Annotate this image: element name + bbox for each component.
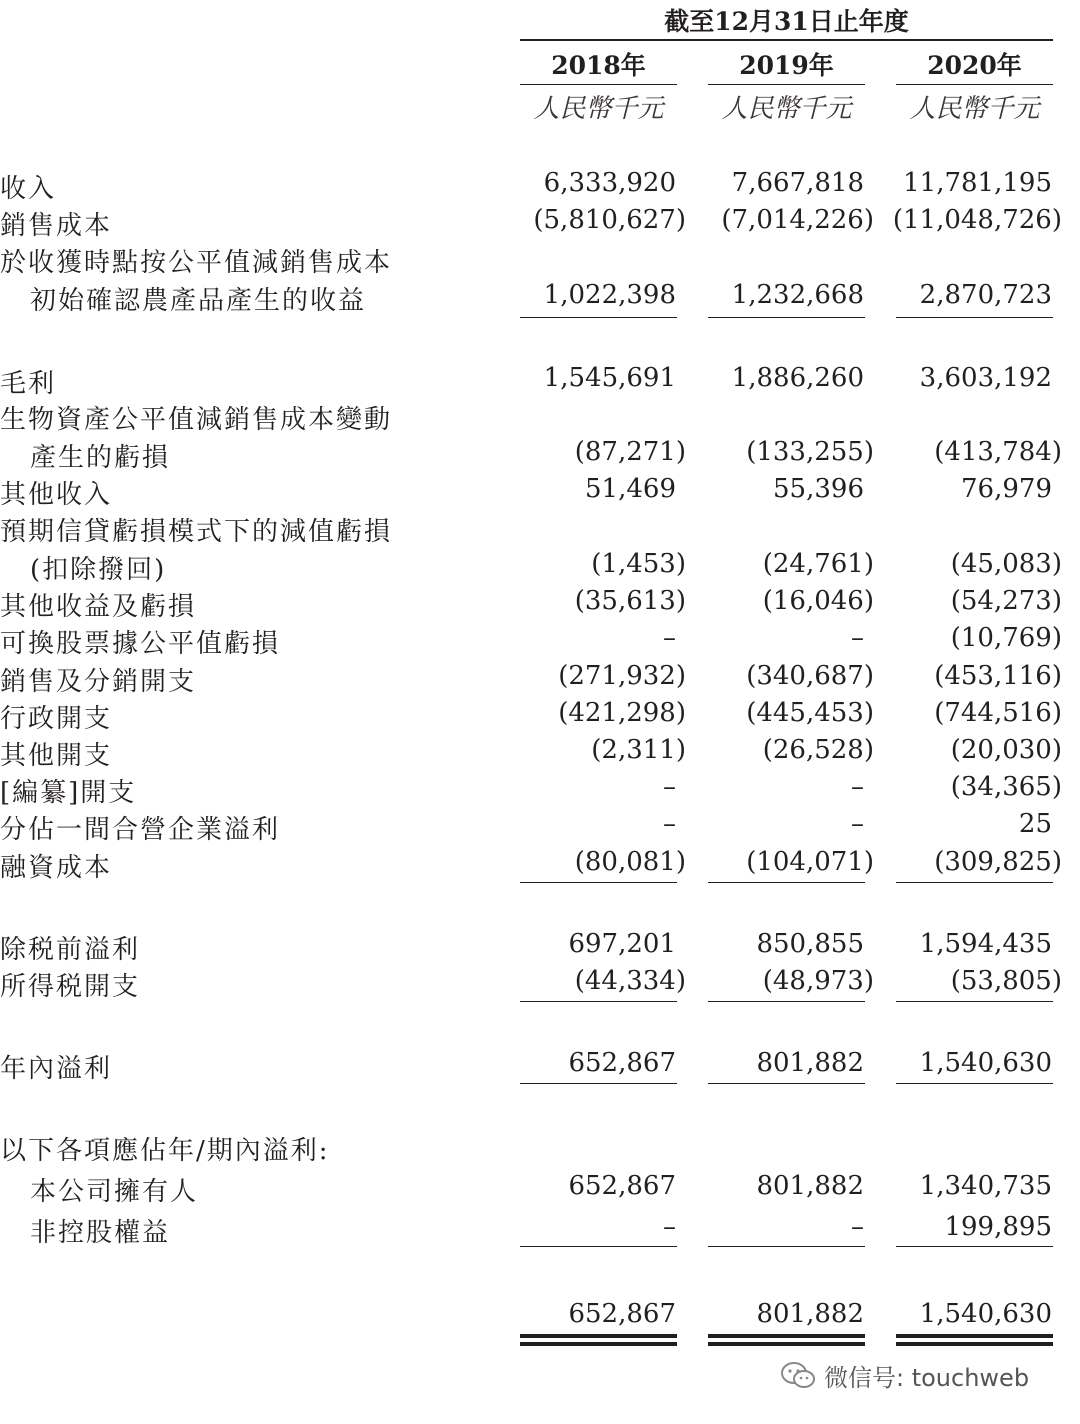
- value-cell: (271,932): [558, 661, 686, 691]
- period-heading: 截至12月31日止年度: [664, 7, 909, 36]
- total-double-rule: [896, 1334, 1053, 1338]
- value-cell: (26,528): [762, 735, 874, 765]
- value-cell: 1,594,435: [919, 929, 1052, 959]
- row-label: 預期信貸虧損模式下的減值虧損: [0, 517, 393, 547]
- value-cell: 6,333,920: [543, 168, 676, 198]
- subtotal-rule: [708, 1246, 865, 1247]
- wechat-icon: [780, 1361, 816, 1391]
- value-cell: (7,014,226): [721, 205, 874, 235]
- value-cell: (340,687): [746, 661, 874, 691]
- value-cell: 1,545,691: [543, 363, 676, 393]
- value-cell: (16,046): [762, 586, 874, 616]
- row-label: 毛利: [0, 369, 57, 399]
- value-cell: 652,867: [568, 1048, 676, 1078]
- value-cell: 1,340,735: [919, 1171, 1052, 1201]
- value-cell: 199,895: [944, 1212, 1052, 1242]
- year-rule: [896, 84, 1053, 85]
- value-cell: (48,973): [762, 966, 874, 996]
- value-cell: (309,825): [934, 847, 1062, 877]
- value-cell: (35,613): [574, 586, 686, 616]
- value-cell: 11,781,195: [903, 168, 1052, 198]
- value-cell: (744,516): [934, 698, 1062, 728]
- subtotal-rule: [520, 317, 677, 318]
- value-cell: 850,855: [756, 929, 864, 959]
- row-label: 收入: [0, 174, 57, 204]
- value-cell: 51,469: [585, 474, 676, 504]
- value-cell: 652,867: [568, 1171, 676, 1201]
- subtotal-rule: [520, 882, 677, 883]
- year-2019-header: 2019年: [739, 51, 834, 80]
- subtotal-rule: [896, 882, 1053, 883]
- row-label: 其他收益及虧損: [0, 592, 197, 622]
- row-label: 本公司擁有人: [30, 1177, 199, 1207]
- value-cell: 2,870,723: [919, 280, 1052, 310]
- row-label: 除税前溢利: [0, 935, 141, 965]
- row-label: 年內溢利: [0, 1054, 113, 1084]
- value-cell: 7,667,818: [731, 168, 864, 198]
- unit-label: 人民幣千元: [721, 94, 852, 124]
- value-cell: 801,882: [756, 1299, 864, 1329]
- value-cell: (45,083): [950, 549, 1062, 579]
- value-cell: 801,882: [756, 1171, 864, 1201]
- value-cell: –: [851, 1212, 864, 1242]
- subtotal-rule: [896, 317, 1053, 318]
- value-cell: (10,769): [950, 623, 1062, 653]
- value-cell: 1,232,668: [731, 280, 864, 310]
- value-cell: –: [663, 623, 676, 653]
- value-cell: 652,867: [568, 1299, 676, 1329]
- row-label: 其他收入: [0, 480, 113, 510]
- total-double-rule: [708, 1334, 865, 1338]
- value-cell: 76,979: [961, 474, 1052, 504]
- year-2020-header: 2020年: [927, 51, 1022, 80]
- subtotal-rule: [708, 1083, 865, 1084]
- row-label: 生物資產公平值減銷售成本變動: [0, 405, 393, 435]
- value-cell: (44,334): [574, 966, 686, 996]
- unit-label: 人民幣千元: [909, 94, 1040, 124]
- row-label: 初始確認農產品產生的收益: [30, 286, 367, 316]
- year-rule: [708, 84, 865, 85]
- value-cell: (104,071): [746, 847, 874, 877]
- row-label: 其他開支: [0, 741, 113, 771]
- subtotal-rule: [520, 1083, 677, 1084]
- value-cell: (80,081): [574, 847, 686, 877]
- row-label: 銷售成本: [0, 211, 113, 241]
- watermark: [780, 1358, 1029, 1393]
- total-double-rule: [896, 1342, 1053, 1346]
- watermark-text: 微信号: touchweb: [824, 1364, 1030, 1392]
- value-cell: (2,311): [591, 735, 686, 765]
- value-cell: (54,273): [950, 586, 1062, 616]
- row-label: (扣除撥回): [30, 555, 167, 585]
- unit-label: 人民幣千元: [533, 94, 664, 124]
- value-cell: 1,886,260: [731, 363, 864, 393]
- value-cell: 697,201: [568, 929, 676, 959]
- value-cell: (413,784): [934, 437, 1062, 467]
- subtotal-rule: [708, 882, 865, 883]
- row-label: 可換股票據公平值虧損: [0, 629, 281, 659]
- value-cell: 3,603,192: [919, 363, 1052, 393]
- value-cell: –: [663, 772, 676, 802]
- value-cell: (445,453): [746, 698, 874, 728]
- value-cell: (133,255): [746, 437, 874, 467]
- subtotal-rule: [520, 1001, 677, 1002]
- total-double-rule: [520, 1342, 677, 1346]
- subtotal-rule: [896, 1083, 1053, 1084]
- value-cell: (87,271): [574, 437, 686, 467]
- row-label: 融資成本: [0, 853, 113, 883]
- row-label: 非控股權益: [30, 1218, 171, 1248]
- total-double-rule: [708, 1342, 865, 1346]
- total-double-rule: [520, 1334, 677, 1338]
- row-label: 銷售及分銷開支: [0, 667, 197, 697]
- period-rule: [520, 39, 1053, 41]
- row-label: 所得税開支: [0, 972, 141, 1002]
- value-cell: (421,298): [558, 698, 686, 728]
- value-cell: (20,030): [950, 735, 1062, 765]
- value-cell: 801,882: [756, 1048, 864, 1078]
- row-label: [編纂]開支: [0, 778, 137, 808]
- value-cell: –: [851, 809, 864, 839]
- value-cell: 55,396: [773, 474, 864, 504]
- value-cell: (5,810,627): [533, 205, 686, 235]
- row-label: 分佔一間合營企業溢利: [0, 815, 281, 845]
- value-cell: (34,365): [950, 772, 1062, 802]
- row-label: 產生的虧損: [30, 443, 171, 473]
- row-label: 以下各項應佔年/期內溢利:: [0, 1136, 330, 1166]
- value-cell: 1,540,630: [919, 1048, 1052, 1078]
- value-cell: –: [851, 772, 864, 802]
- subtotal-rule: [708, 1001, 865, 1002]
- row-label: 於收獲時點按公平值減銷售成本: [0, 248, 393, 278]
- year-2018-header: 2018年: [551, 51, 646, 80]
- row-label: 行政開支: [0, 704, 113, 734]
- value-cell: (1,453): [591, 549, 686, 579]
- value-cell: (11,048,726): [892, 205, 1062, 235]
- value-cell: (453,116): [934, 661, 1062, 691]
- subtotal-rule: [708, 317, 865, 318]
- value-cell: (53,805): [950, 966, 1062, 996]
- value-cell: (24,761): [762, 549, 874, 579]
- value-cell: 25: [1018, 809, 1052, 839]
- value-cell: –: [663, 809, 676, 839]
- subtotal-rule: [896, 1246, 1053, 1247]
- value-cell: 1,022,398: [543, 280, 676, 310]
- subtotal-rule: [896, 1001, 1053, 1002]
- year-rule: [520, 84, 677, 85]
- value-cell: –: [663, 1212, 676, 1242]
- value-cell: –: [851, 623, 864, 653]
- value-cell: 1,540,630: [919, 1299, 1052, 1329]
- subtotal-rule: [520, 1246, 677, 1247]
